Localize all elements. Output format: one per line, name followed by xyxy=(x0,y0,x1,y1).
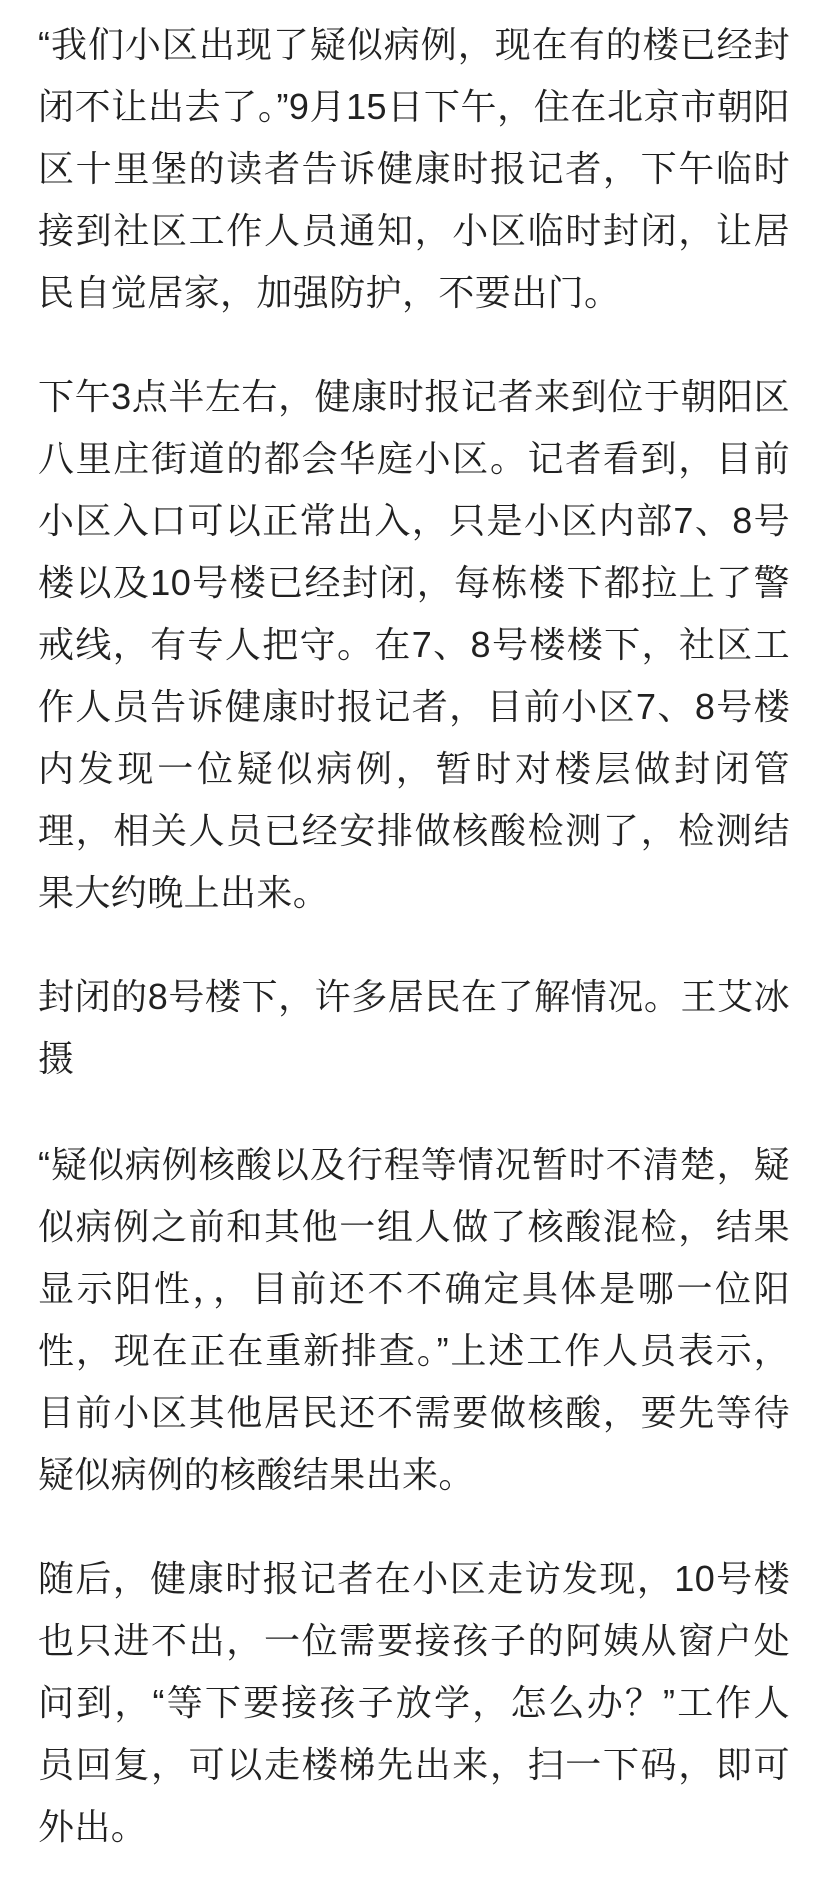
article-body xyxy=(38,14,790,1858)
paragraph: 下午3点半左右，健康时报记者来到位于朝阳区八里庄街道的都会华庭小区。记者看到，目前小区入口可以正常出入，只是小区内部7、8号楼以及10号楼已经封闭，每栋楼下都拉上了警戒线，有专人把守。在7、8号楼楼下，社区工作人员告诉健康时报记者，目前小区7、8号楼内发现一位疑似病例，暂时对楼层做封闭管理，相关人员已经安排做核酸检测了，检测结果大约晚上出来。 xyxy=(38,376,790,913)
paragraph: “我们小区出现了疑似病例，现在有的楼已经封闭不让出去了。”9月15日下午，住在北京市朝阳区十里堡的读者告诉健康时报记者，下午临时接到社区工作人员通知，小区临时封闭，让居民自觉居家，加强防护，不要出门。 xyxy=(38,24,790,313)
paragraph: “疑似病例核酸以及行程等情况暂时不清楚，疑似病例之前和其他一组人做了核酸混检，结果显示阳性，，目前还不不确定具体是哪一位阳性，现在正在重新排查。”上述工作人员表示，目前小区其他居民还不需要做核酸，要先等待疑似病例的核酸结果出来。 xyxy=(38,1144,790,1495)
image-caption: 封闭的8号楼下，许多居民在了解情况。王艾冰摄 xyxy=(38,976,790,1079)
paragraph: 随后，健康时报记者在小区走访发现，10号楼也只进不出，一位需要接孩子的阿姨从窗户处问到，“等下要接孩子放学，怎么办？”工作人员回复，可以走楼梯先出来，扫一下码，即可外出。 xyxy=(38,1558,790,1847)
